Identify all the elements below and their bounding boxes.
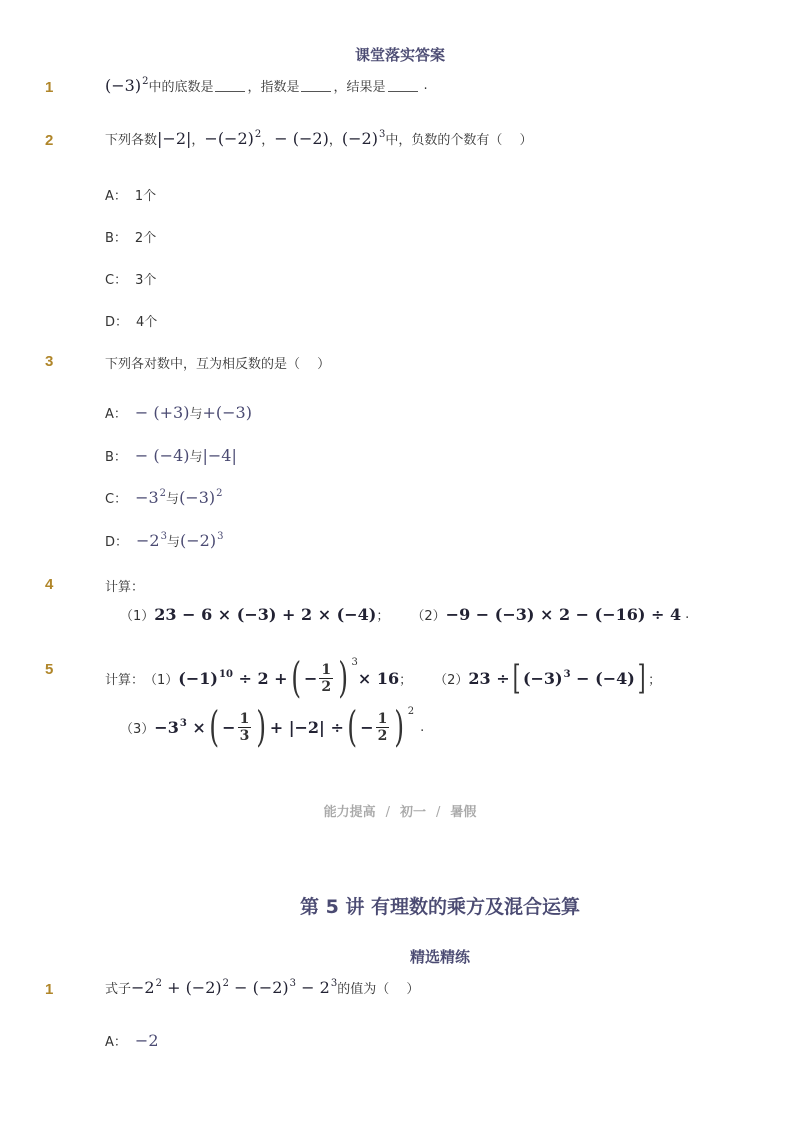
question-5-line2 [120,700,424,754]
exponent: 2 [407,705,415,717]
minus-sign: − [222,717,236,737]
period: . [420,719,425,735]
question-4-parts [120,605,689,624]
paren-open: ( [209,702,219,751]
math-expression: $(-3)^2$ [179,488,223,507]
paren-close: ) [256,702,267,751]
math-base: $(-3)^2$ [105,76,149,95]
option-c[interactable] [105,488,223,507]
option-label: A： [105,1035,127,1050]
paren-close: ) [394,702,405,751]
option-value: −2 [134,1031,159,1050]
option-label: B： [105,231,127,246]
semicolon: ； [648,672,662,688]
minus-sign: − [303,668,318,688]
math-expression: $-2^3$ [136,531,167,550]
option-label: C： [105,273,128,288]
question-4-stem: 计算： [105,580,145,595]
option-value: 2个 [134,231,157,246]
question-5-line1 [105,648,661,708]
option-label: C： [105,492,128,507]
option-label: D： [105,535,129,550]
part-label: （2） [434,672,469,688]
conjunction: 与 [189,407,203,422]
semicolon: ； [399,672,413,688]
math-expression: $-(-2)^2$ [204,129,262,148]
fraction: $\frac{1}{3}$ [239,710,250,744]
footer-part: 初一 [399,805,426,820]
footer-separator: / [385,805,390,820]
math-expression: $-3^2$ [135,488,167,507]
question-text: 下列各数 [105,133,158,148]
option-a[interactable] [105,403,252,422]
question-number: 3 [45,353,54,370]
math-expression: $(-2)^3$ [180,531,224,550]
part-label: （2） [411,609,446,624]
question-text: 式子 [105,982,132,997]
part-label: （1） [144,672,179,688]
footer-part: 能力提高 [323,805,376,820]
question-text: ，指数是 [247,80,300,95]
option-c[interactable] [105,269,156,288]
conjunction: 与 [189,450,203,465]
page-footer [0,801,800,820]
section-title: 课堂落实答案 [354,46,445,64]
math-expression: |−2| [157,129,192,148]
question-number: 4 [45,576,54,593]
bracket-open: [ [512,658,521,698]
math-expression: $(-2)^3$ [341,129,386,148]
option-d[interactable] [105,311,157,330]
conjunction: 与 [166,535,180,550]
semicolon: ； [376,609,390,624]
answer-blank[interactable] [301,79,331,92]
question-2-stem [105,129,532,148]
paren-open: ( [290,653,301,702]
bracket-close: ] [637,658,646,698]
answer-blank[interactable] [215,79,245,92]
fraction: $\frac{1}{2}$ [377,710,388,744]
math-expression: 23 ÷ [468,668,510,688]
comma: ， [261,133,275,148]
period: . [423,78,428,93]
part-label: （3） [120,721,155,737]
math-expression: $(-1)^{10} \div 2$ + [178,668,288,688]
question-number: 5 [45,661,54,678]
section-subtitle: 精选精练 [409,948,470,966]
conjunction: 与 [166,492,180,507]
question-text: 计算： [105,672,145,688]
question-text: 中的底数是 [148,80,214,95]
period: . [685,607,690,622]
answer-blank[interactable] [388,79,418,92]
question-text: ，结果是 [333,80,386,95]
lesson-title: 第 5 讲 有理数的乘方及混合运算 [299,896,581,918]
math-expression: − (−2) [274,129,329,148]
option-b[interactable] [105,446,237,465]
option-label: A： [105,189,127,204]
footer-separator: / [436,805,441,820]
math-expression: $(-3)^3 - (-4)$ [522,668,635,688]
fraction: $\frac{1}{2}$ [321,661,332,695]
option-label: D： [105,315,129,330]
question-1-stem [105,76,428,95]
question-text: 的值为（ ） [337,982,420,997]
exponent: 3 [351,656,358,668]
comma: ， [328,133,342,148]
paren-open: ( [347,702,357,751]
option-value: 1个 [134,189,157,204]
math-expression: − (−4) [134,446,190,465]
option-a[interactable] [105,185,156,204]
part-label: （1） [120,609,155,624]
math-expression: +(−3) [202,403,252,422]
footer-part: 暑假 [450,805,477,820]
option-d[interactable] [105,531,223,550]
math-expression: × 16 [357,668,400,688]
math-expression: |−4| [202,446,237,465]
option-a[interactable] [105,1031,159,1050]
question-text: 中，负数的个数有（ ） [385,133,533,148]
math-expression: 23 − 6 × (−3) + 2 × (−4) [154,605,377,624]
math-expression: $-3^3$ × [154,717,206,737]
option-label: B： [105,450,127,465]
question-number: 2 [45,132,54,149]
paren-close: ) [338,653,349,702]
comma: ， [191,133,205,148]
question-number: 1 [45,981,54,998]
minus-sign: − [360,717,374,737]
option-label: A： [105,407,127,422]
question-3-stem: 下列各对数中，互为相反数的是（ ） [105,357,331,372]
math-expression: − (+3) [134,403,190,422]
question-number: 1 [45,79,54,96]
question-1-stem [105,978,419,997]
option-value: 3个 [135,273,157,288]
math-expression: −9 − (−3) × 2 − (−16) ÷ 4 [445,605,682,624]
option-b[interactable] [105,227,156,246]
math-expression: + |−2| ÷ [269,717,344,737]
math-expression: $-2^2 + (-2)^2 - (-2)^3 - 2^3$ [131,978,338,997]
option-value: 4个 [136,315,158,330]
